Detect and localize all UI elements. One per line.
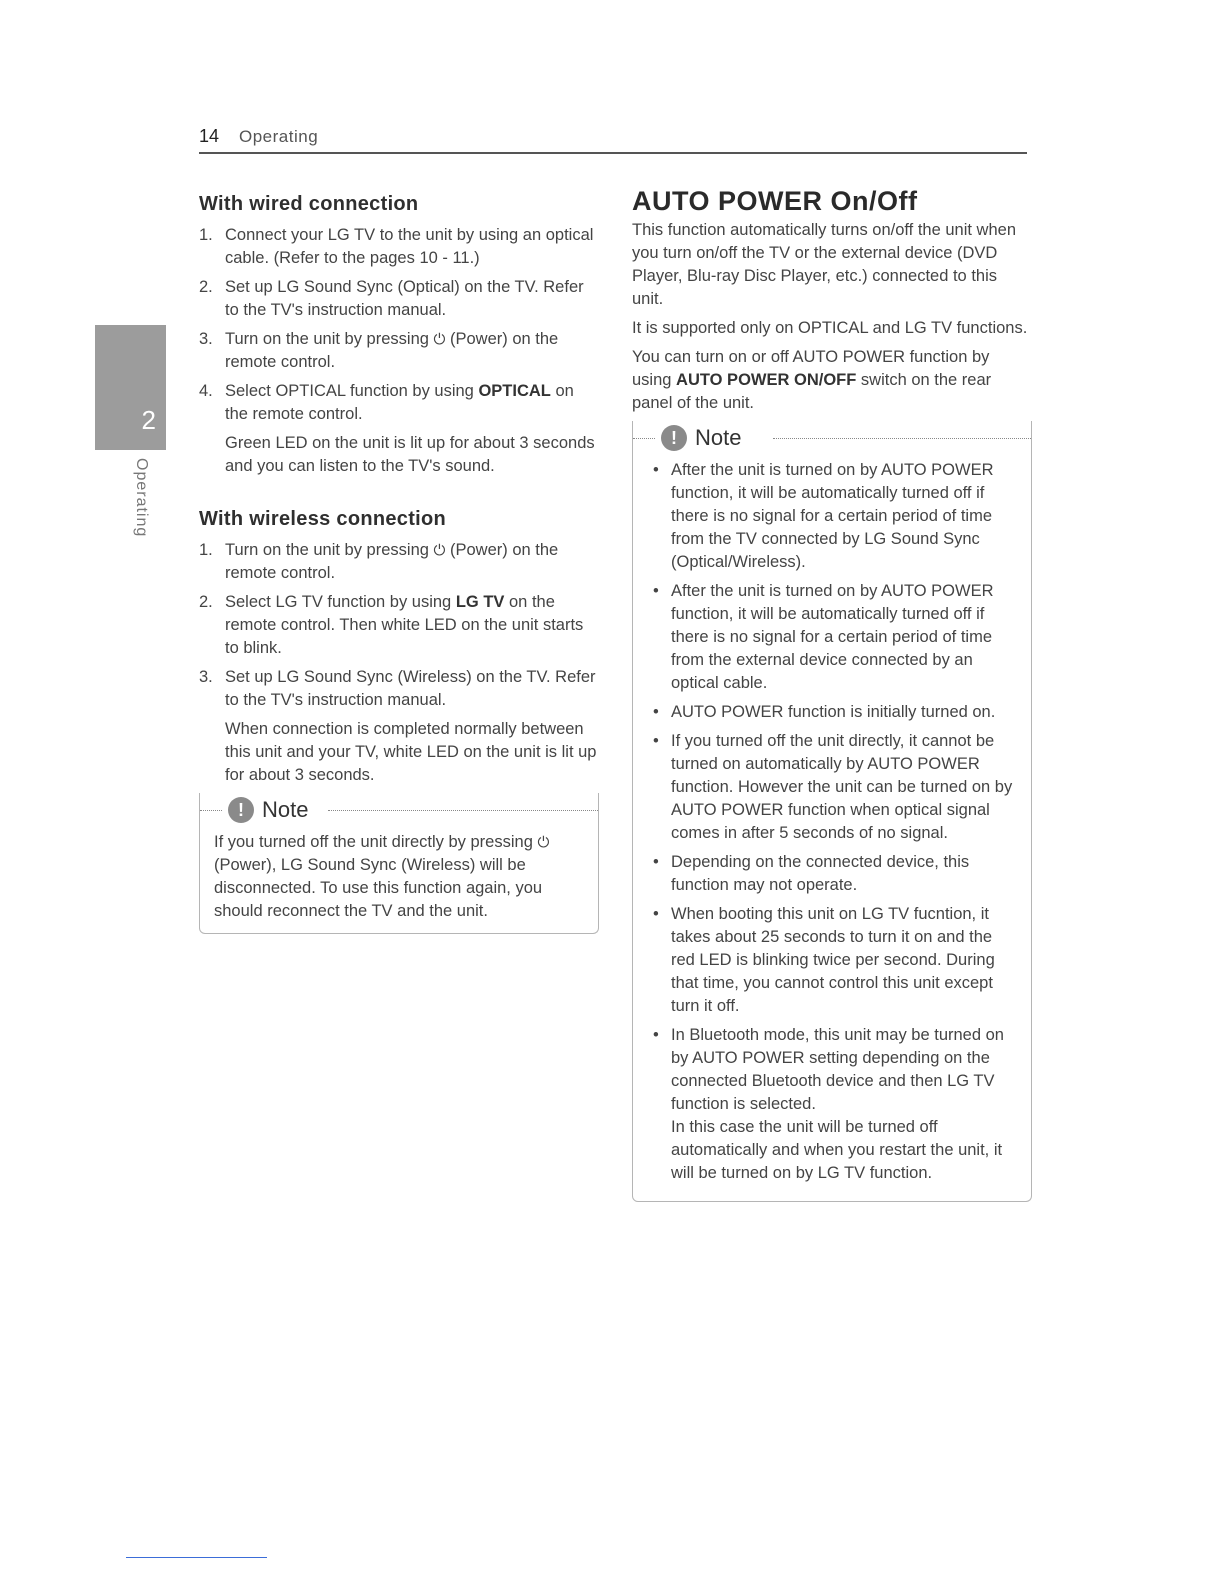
divider [200, 810, 222, 811]
step-text-post: on the remote control. Then white LED on the unit starts to blink. [225, 593, 584, 657]
step-number: 3. [199, 668, 213, 686]
footer-rule [126, 1557, 267, 1558]
list-item [647, 701, 1017, 724]
paragraph [632, 346, 1032, 415]
bullet-text: • Depending on the connected device, this function may not operate. [671, 853, 970, 894]
list-item [647, 851, 1017, 897]
wired-heading: With wired connection [199, 193, 419, 215]
list-item [199, 224, 599, 270]
list-item [199, 539, 599, 585]
step-number: 2. [199, 593, 213, 611]
step-text: Set up LG Sound Sync (Wireless) on the TV. Refer to the TV's instruction manual. [225, 668, 596, 709]
paragraph: This function automatically turns on/off the unit when you turn on/off the TV or the external device (DVD Player, Blu-ray Disc Player, etc.) connected to this unit. [632, 221, 1016, 308]
power-icon: ⏻ [433, 542, 446, 559]
list-item [199, 591, 599, 660]
bullet-text: • AUTO POWER function is initially turned on. [671, 703, 996, 721]
list-item [647, 459, 1017, 574]
divider [773, 438, 1031, 439]
step-extra: Green LED on the unit is lit up for about 3 seconds and you can listen to the TV's sound. [225, 434, 595, 475]
section-title: Operating [239, 127, 319, 146]
bullet-text: • In Bluetooth mode, this unit may be turned on by AUTO POWER setting depending on the connected Bluetooth device and then LG TV function is selected. [671, 1026, 1004, 1113]
note-body [200, 827, 598, 933]
note-body [633, 455, 1031, 1201]
note-title: Note [695, 425, 742, 450]
step-text-pre: Select OPTICAL function by using [225, 382, 479, 400]
chapter-label-text: Operating [133, 458, 150, 538]
wireless-heading: With wireless connection [199, 508, 447, 530]
step-text-post: (Power) on the remote control. [225, 541, 559, 582]
note-box [632, 421, 1032, 1202]
list-item [199, 666, 599, 787]
list-item [199, 276, 599, 322]
paragraph: It is supported only on OPTICAL and LG TV functions. [632, 319, 1028, 337]
list-item [199, 328, 599, 374]
step-key-label: LG TV [455, 593, 505, 611]
para-text-pre: You can turn on or off AUTO POWER function by using [632, 348, 990, 389]
bullet-text: • After the unit is turned on by AUTO POWER function, it will be automatically turned off if there is no signal for a certain period of time from the external device connected by an optical cable. [671, 582, 994, 692]
step-text-pre: Turn on the unit by pressing [225, 330, 434, 348]
note-box [199, 793, 599, 934]
list-item [647, 903, 1017, 1018]
step-text-post: (Power) on the remote control. [225, 330, 559, 371]
step-number: 4. [199, 382, 213, 400]
note-header [633, 421, 1031, 455]
power-icon: ⏻ [537, 834, 550, 851]
switch-label: AUTO POWER ON/OFF [676, 371, 857, 389]
bullet-text: • When booting this unit on LG TV fucntion, it takes about 25 seconds to turn it on and the red LED is blinking twice per second. During that time, you cannot control this unit except turn it off. [671, 905, 995, 1015]
divider [633, 438, 655, 439]
chapter-number: 2 [141, 405, 156, 435]
chapter-side-label [112, 458, 172, 548]
list-item [647, 1024, 1017, 1185]
note-header [200, 793, 598, 827]
step-text-pre: Select LG TV function by using [225, 593, 456, 611]
bullet-text: • If you turned off the unit directly, it cannot be turned on automatically by AUTO POWER function. However the unit can be turned on by AUTO POWER function when optical signal comes in after 5 seconds of no signal. [671, 732, 1013, 842]
chapter-tab [95, 325, 166, 450]
page-header [199, 126, 1027, 154]
auto-power-heading: AUTO POWER On/Off [632, 186, 918, 216]
step-text-pre: Turn on the unit by pressing [225, 541, 434, 559]
step-text: Set up LG Sound Sync (Optical) on the TV. Refer to the TV's instruction manual. [225, 278, 584, 319]
step-text-post: on the remote control. [225, 382, 574, 423]
note-text-pre: If you turned off the unit directly by pressing [214, 833, 538, 851]
left-column [199, 193, 599, 934]
step-number: 3. [199, 330, 213, 348]
step-number: 2. [199, 278, 213, 296]
bullet-text: • After the unit is turned on by AUTO POWER function, it will be automatically turned off if there is no signal for a certain period of time from the TV connected by LG Sound Sync (Optical/Wireless). [671, 461, 994, 571]
exclamation-icon: ! [661, 425, 687, 451]
para-text-post: switch on the rear panel of the unit. [632, 371, 992, 412]
note-text-post: (Power), LG Sound Sync (Wireless) will be disconnected. To use this function again, you should reconnect the TV and the unit. [214, 856, 543, 920]
wired-steps [199, 224, 599, 478]
step-number: 1. [199, 541, 213, 559]
right-column [632, 186, 1032, 1202]
step-extra: When connection is completed normally between this unit and your TV, white LED on the unit is lit up for about 3 seconds. [225, 720, 597, 784]
bullet-extra: In this case the unit will be turned off automatically and when you restart the unit, it will be turned on by LG TV function. [671, 1118, 1003, 1182]
power-icon: ⏻ [433, 331, 446, 348]
step-text: Connect your LG TV to the unit by using an optical cable. (Refer to the pages 10 - 11.) [225, 226, 594, 267]
exclamation-icon: ! [228, 797, 254, 823]
page-number: 14 [199, 126, 220, 146]
list-item [199, 380, 599, 478]
step-key-label: OPTICAL [478, 382, 551, 400]
divider [328, 810, 598, 811]
step-number: 1. [199, 226, 213, 244]
list-item [647, 580, 1017, 695]
list-item [647, 730, 1017, 845]
note-title: Note [262, 797, 309, 822]
wireless-steps [199, 539, 599, 787]
